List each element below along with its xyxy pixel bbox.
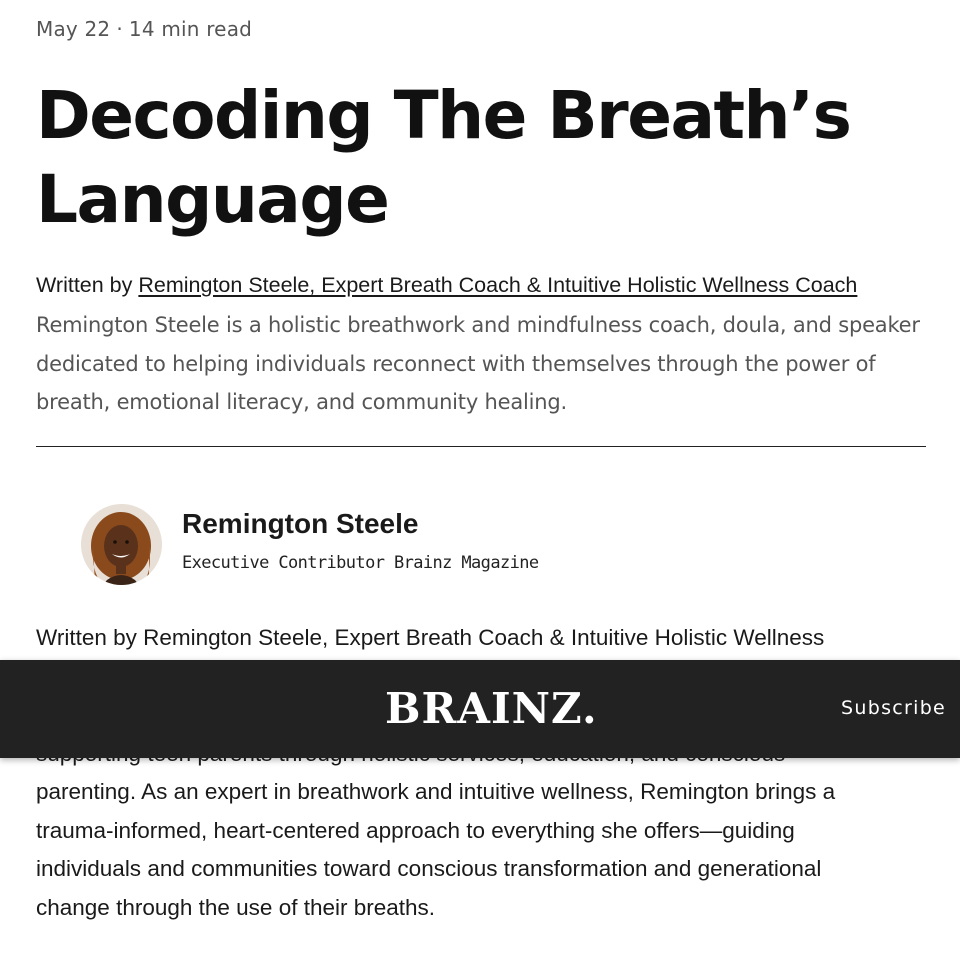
body-line: individuals and communities toward conscious transformation and generational (36, 856, 822, 881)
body-line: Written by Remington Steele, Expert Breath Coach & Intuitive Holistic Wellness (36, 625, 825, 650)
author-link[interactable]: Remington Steele, Expert Breath Coach & Intuitive Holistic Wellness Coach (138, 273, 858, 297)
subscribe-button[interactable]: Subscribe (841, 697, 947, 719)
meta-separator: · (116, 17, 123, 41)
body-line: parenting. As an expert in breathwork and intuitive wellness, Remington brings a (36, 779, 836, 804)
byline (36, 273, 857, 298)
body-line: change through the use of their breaths. (36, 894, 436, 920)
article-meta (36, 17, 252, 41)
author-bio: Remington Steele is a holistic breathwork and mindfulness coach, doula, and speaker dedicated to helping individuals reconnect with themselves through the power of breath, emotional literacy, and community healing. (36, 313, 920, 414)
avatar-image (81, 504, 162, 585)
divider (36, 446, 926, 447)
author-name[interactable]: Remington Steele (182, 508, 419, 539)
read-time: 14 min read (128, 17, 253, 41)
article-title: Decoding The Breath’s Language (36, 77, 851, 238)
avatar[interactable] (81, 504, 162, 585)
author-role: Executive Contributor Brainz Magazine (182, 553, 539, 573)
sticky-banner (0, 660, 960, 758)
publish-date: May 22 (36, 17, 111, 41)
brainz-logo[interactable]: BRAINZ. (385, 684, 598, 733)
body-line: trauma-informed, heart-centered approach to everything she offers—guiding (36, 817, 795, 843)
byline-prefix: Written by (36, 273, 133, 297)
